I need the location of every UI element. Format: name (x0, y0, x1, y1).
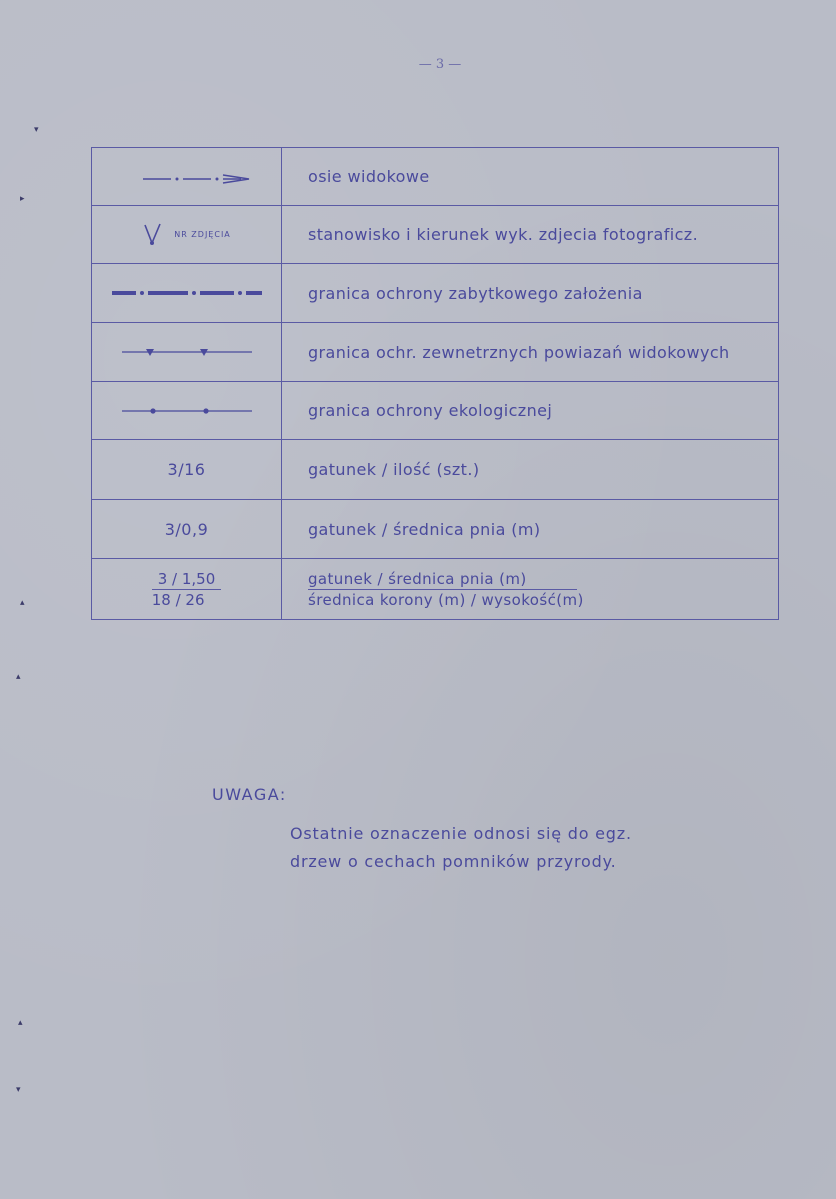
legend-description: gatunek / ilość (szt.) (308, 460, 480, 479)
legend-symbol (92, 440, 282, 499)
legend-symbol (92, 559, 282, 619)
symbol-fraction (152, 569, 222, 610)
note-label: UWAGA: (212, 785, 287, 804)
speck-mark: ▴ (16, 672, 21, 682)
speck-mark: ▴ (18, 1018, 23, 1028)
fraction-bottom: 18 / 26 (151, 590, 205, 609)
legend-symbol (92, 323, 282, 381)
line-with-triangles-icon (112, 346, 262, 358)
symbol-label: NR ZDJĘCIA (174, 230, 231, 239)
legend-row (92, 206, 778, 264)
legend-symbol (92, 500, 282, 558)
dash-dot-arrow-icon (117, 167, 257, 187)
legend-symbol (92, 148, 282, 205)
legend-row (92, 440, 778, 500)
legend-description: granica ochrony ekologicznej (308, 401, 553, 420)
legend-row (92, 382, 778, 440)
legend-table (91, 147, 779, 620)
note-text (290, 820, 632, 876)
speck-mark: ▾ (34, 125, 39, 135)
speck-mark: ▴ (20, 598, 25, 608)
v-mark-icon (142, 222, 164, 248)
note-line-2: drzew o cechach pomników przyrody. (290, 852, 617, 871)
speck-mark: ▾ (16, 1085, 21, 1095)
legend-symbol (92, 206, 282, 263)
legend-row (92, 264, 778, 323)
legend-description: granica ochrony zabytkowego założenia (308, 283, 643, 303)
symbol-code: 3/0,9 (164, 519, 209, 539)
description-bottom: średnica korony (m) / wysokość(m) (308, 590, 584, 609)
fraction-top: 3 / 1,50 (152, 569, 222, 590)
legend-description (282, 559, 778, 619)
thick-dash-dot-line-icon (112, 287, 262, 299)
legend-description: gatunek / średnica pnia (m) (308, 519, 541, 539)
description-top: gatunek / średnica pnia (m) (308, 569, 577, 590)
note-line-1: Ostatnie oznaczenie odnosi się do egz. (290, 824, 632, 843)
description-fraction (308, 569, 584, 610)
speck-mark: ▸ (20, 194, 25, 204)
page-number: — 3 — (418, 57, 462, 72)
legend-description: stanowisko i kierunek wyk. zdjecia fotograficz. (308, 225, 699, 244)
legend-description: osie widokowe (308, 167, 430, 186)
legend-row (92, 148, 778, 206)
legend-description: granica ochr. zewnetrznych powiazań widokowych (308, 342, 730, 362)
legend-symbol (92, 382, 282, 439)
legend-row (92, 559, 778, 619)
legend-row (92, 323, 778, 382)
legend-symbol (92, 264, 282, 322)
line-with-dots-icon (112, 405, 262, 417)
symbol-code: 3/16 (167, 460, 206, 479)
legend-row (92, 500, 778, 559)
